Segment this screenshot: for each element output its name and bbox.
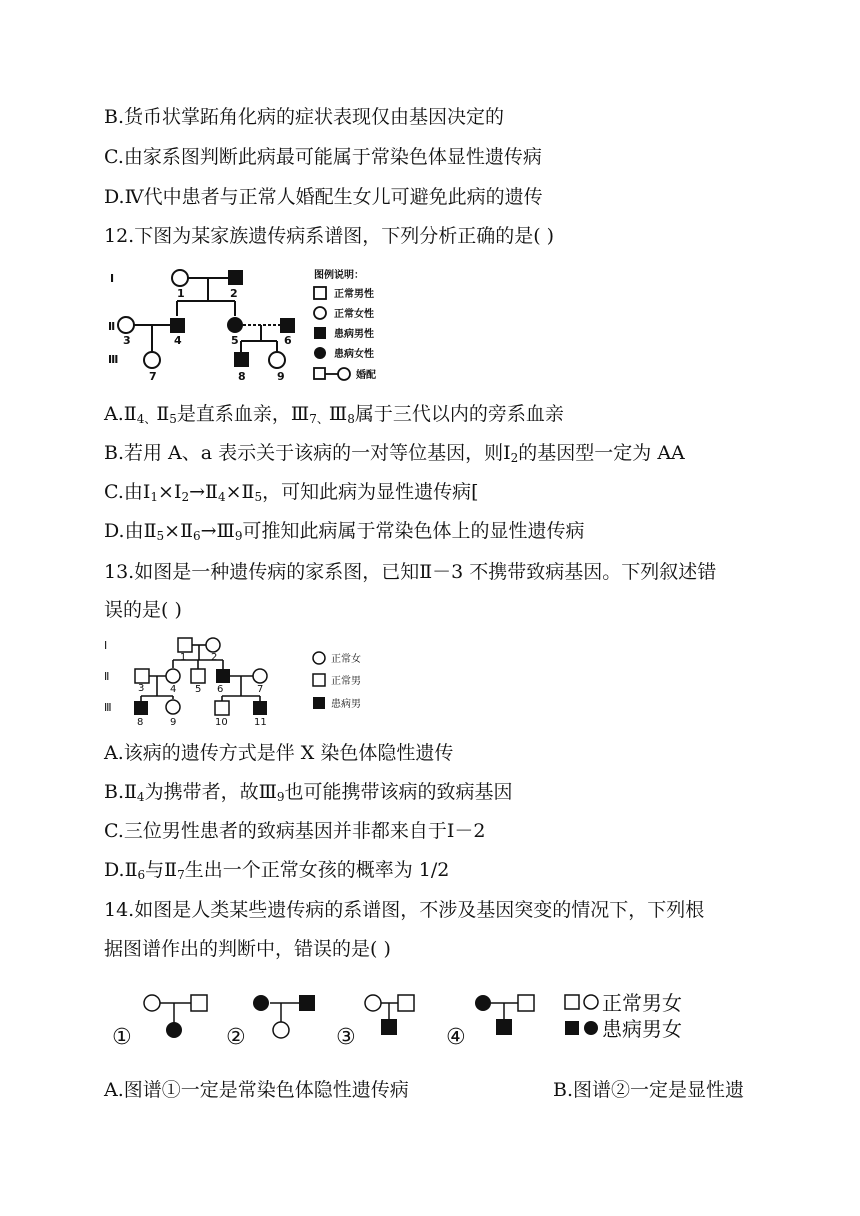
svg-text:正常男性: 正常男性 — [334, 289, 374, 300]
q13-stem-line1: 13.如图是一种遗传病的家系图，已知Ⅱ－3 不携带致病基因。下列叙述错 — [104, 561, 717, 583]
svg-text:患病男性: 患病男性 — [334, 329, 374, 340]
gen-label-i: Ⅰ — [104, 639, 108, 652]
gen-label-ii: Ⅱ — [108, 320, 116, 333]
q14-pedigree-figure — [104, 986, 704, 1050]
svg-text:4: 4 — [174, 334, 182, 347]
q12-pedigree-figure — [104, 264, 404, 388]
individual-i1 — [172, 270, 188, 286]
q12-option-d: D.由$Ⅱ_5\times Ⅱ_6\to Ⅲ_9$可推知此病属于常染色体上的显性遗传病 — [104, 520, 585, 543]
svg-text:2: 2 — [230, 287, 238, 300]
individual-iii8 — [234, 352, 249, 367]
q14-option-b: B.图谱②一定是显性遗 — [553, 1079, 745, 1101]
svg-text:8: 8 — [238, 370, 246, 383]
individual-ii5 — [227, 317, 243, 333]
gen-label-iii: Ⅲ — [104, 701, 112, 714]
q13-option-a: A.该病的遗传方式是伴 X 染色体隐性遗传 — [104, 742, 454, 764]
option-b-line: B.货币状掌跖角化病的症状表现仅由基因决定的 — [104, 106, 505, 128]
gen-label-i: Ⅰ — [110, 272, 115, 285]
svg-text:5: 5 — [195, 684, 202, 695]
svg-text:2: 2 — [211, 652, 218, 663]
svg-text:8: 8 — [137, 717, 144, 728]
svg-text:4: 4 — [170, 684, 177, 695]
individual-ii4 — [170, 318, 185, 333]
individual-ii6 — [280, 318, 295, 333]
svg-text:正常女: 正常女 — [331, 654, 361, 665]
individual-i2 — [228, 270, 243, 285]
gen-label-iii: Ⅲ — [108, 353, 119, 366]
q13-option-d: $D.Ⅱ_6$与$Ⅱ_7$生出一个正常女孩的概率为 1/2 — [104, 859, 450, 882]
svg-text:5: 5 — [231, 334, 239, 347]
svg-text:6: 6 — [217, 684, 224, 695]
individual-ii3 — [118, 317, 134, 333]
legend-title: 图例说明： — [314, 270, 364, 281]
svg-text:正常男: 正常男 — [331, 676, 361, 687]
pedigree-2-label: ② — [226, 1025, 246, 1050]
svg-text:正常男女: 正常男女 — [602, 991, 682, 1015]
svg-text:1: 1 — [177, 287, 185, 300]
q12-stem: 12.下图为某家族遗传病系谱图，下列分析正确的是( ) — [104, 225, 555, 247]
individual-iii7 — [144, 352, 160, 368]
q12-option-c: C.由$Ⅰ_1\times Ⅰ_2\to Ⅱ_4\times Ⅱ_5$，可知此病为显性遗传病[ — [104, 481, 479, 504]
svg-text:1: 1 — [180, 652, 187, 663]
q12-option-a: $A.Ⅱ_{4、}Ⅱ_5$是直系血亲，$Ⅲ_{7、}Ⅲ_8$属于三代以内的旁系血亲 — [104, 403, 564, 426]
svg-text:11: 11 — [254, 717, 267, 728]
individual-iii9 — [269, 352, 285, 368]
q14-stem-line1: 14.如图是人类某些遗传病的系谱图，不涉及基因突变的情况下，下列根 — [104, 899, 705, 921]
pedigree-4-label: ④ — [446, 1025, 466, 1050]
svg-text:6: 6 — [284, 334, 292, 347]
svg-text:7: 7 — [257, 684, 264, 695]
pedigree-1-label: ① — [112, 1025, 132, 1050]
pedigree-3-label: ③ — [336, 1025, 356, 1050]
svg-text:婚配: 婚配 — [356, 370, 376, 381]
q13-option-c: C.三位男性患者的致病基因并非都来自于Ⅰ－2 — [104, 820, 486, 842]
svg-text:3: 3 — [123, 334, 131, 347]
option-d-line: D.Ⅳ代中患者与正常人婚配生女儿可避免此病的遗传 — [104, 186, 543, 208]
svg-text:3: 3 — [138, 683, 145, 694]
svg-text:10: 10 — [215, 717, 228, 728]
svg-text:9: 9 — [170, 717, 177, 728]
q13-option-b: $B.Ⅱ_4$为携带者，故$Ⅲ_9$也可能携带该病的致病基因 — [104, 781, 513, 804]
svg-text:患病女性: 患病女性 — [334, 349, 374, 360]
q13-stem-line2: 误的是( ) — [104, 599, 182, 621]
svg-text:患病男女: 患病男女 — [602, 1017, 682, 1041]
q12-option-b: B.若用 A、a 表示关于该病的一对等位基因，则$Ⅰ_2$的基因型一定为 AA — [104, 442, 685, 465]
q14-option-a: A.图谱①一定是常染色体隐性遗传病 — [104, 1079, 409, 1101]
svg-text:患病男: 患病男 — [331, 699, 361, 710]
gen-label-ii: Ⅱ — [104, 670, 110, 683]
q13-pedigree-figure — [100, 632, 390, 730]
q14-stem-line2: 据图谱作出的判断中，错误的是( ) — [104, 938, 391, 960]
svg-text:正常女性: 正常女性 — [334, 309, 374, 320]
svg-text:9: 9 — [277, 370, 285, 383]
option-c-line: C.由家系图判断此病最可能属于常染色体显性遗传病 — [104, 146, 542, 168]
svg-text:7: 7 — [149, 370, 157, 383]
